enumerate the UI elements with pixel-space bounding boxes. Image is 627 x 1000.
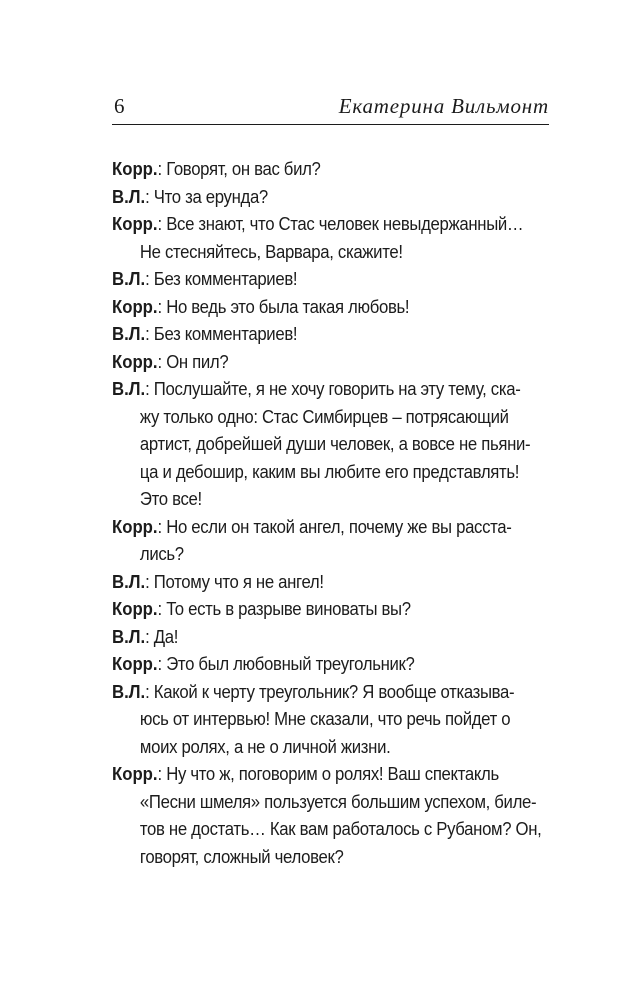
dialogue-line-text: : Но если он такой ангел, почему же вы расста- [157, 516, 512, 537]
dialogue-line-text: артист, добрейшей души человек, а вовсе не пьяни- [139, 434, 531, 454]
dialogue-line-text: : Без комментариев! [145, 269, 298, 289]
dialogue-text [112, 156, 549, 871]
speaker-name: В.Л. [112, 626, 146, 647]
dialogue-line-text: моих ролях, а не о личной жизни. [139, 736, 391, 757]
dialogue-line [112, 239, 549, 267]
speaker-name: В.Л. [112, 379, 146, 399]
dialogue-line [112, 624, 549, 652]
page-number: 6 [114, 94, 125, 118]
dialogue-line-text: : Без комментариев! [145, 324, 298, 344]
dialogue-paragraph [112, 514, 549, 569]
dialogue-paragraph [112, 761, 549, 871]
speaker-name: Корр. [112, 214, 158, 234]
dialogue-line-text: : Говорят, он вас бил? [157, 159, 321, 179]
dialogue-paragraph [112, 266, 549, 294]
dialogue-line [112, 816, 549, 844]
dialogue-line-text: : Что за ерунда? [145, 186, 268, 207]
dialogue-line-text: Это все! [139, 489, 202, 509]
speaker-name: В.Л. [112, 571, 146, 592]
dialogue-line [112, 266, 549, 294]
dialogue-line [112, 789, 549, 817]
dialogue-line-text: юсь от интервью! Мне сказали, что речь пойдет о [139, 709, 511, 729]
speaker-name: В.Л. [112, 269, 146, 289]
dialogue-line [112, 486, 549, 514]
dialogue-paragraph [112, 679, 549, 762]
dialogue-paragraph [112, 596, 549, 624]
speaker-name: Корр. [112, 599, 158, 619]
dialogue-line [112, 431, 549, 459]
dialogue-line-text: : Но ведь это была такая любовь! [157, 296, 410, 317]
dialogue-line-text: Не стесняйтесь, Варвара, скажите! [139, 241, 403, 262]
dialogue-line [112, 156, 549, 184]
dialogue-line-text: : Он пил? [157, 351, 229, 372]
dialogue-paragraph [112, 211, 549, 266]
dialogue-line-text: «Песни шмеля» пользуется большим успехом, биле- [139, 791, 537, 812]
speaker-name: В.Л. [112, 324, 146, 344]
dialogue-line [112, 541, 549, 569]
dialogue-line [112, 349, 549, 377]
speaker-name: Корр. [112, 296, 158, 317]
dialogue-paragraph [112, 156, 549, 184]
speaker-name: Корр. [112, 516, 158, 537]
running-head-author: Екатерина Вильмонт [338, 94, 549, 118]
dialogue-line [112, 679, 549, 707]
speaker-name: Корр. [112, 654, 158, 674]
dialogue-paragraph [112, 294, 549, 322]
dialogue-line [112, 459, 549, 487]
dialogue-line [112, 514, 549, 542]
dialogue-line-text: жу только одно: Стас Симбирцев – потрясающий [139, 406, 509, 427]
page-header [112, 92, 549, 124]
dialogue-line-text: : Ну что ж, поговорим о ролях! Ваш спектакль [157, 764, 499, 784]
speaker-name: Корр. [112, 351, 158, 372]
header-rule [112, 124, 549, 125]
dialogue-line-text: : То есть в разрыве виноваты вы? [157, 599, 411, 619]
dialogue-paragraph [112, 321, 549, 349]
dialogue-line-text: : Какой к черту треугольник? Я вообще отказыва- [145, 681, 515, 702]
dialogue-line-text: лись? [139, 544, 184, 564]
speaker-name: В.Л. [112, 681, 146, 702]
dialogue-line [112, 404, 549, 432]
speaker-name: Корр. [112, 764, 158, 784]
speaker-name: Корр. [112, 159, 158, 179]
dialogue-line-text: : Это был любовный треугольник? [157, 654, 415, 674]
dialogue-line-text: говорят, сложный человек? [139, 846, 344, 867]
dialogue-paragraph [112, 376, 549, 514]
dialogue-paragraph [112, 651, 549, 679]
dialogue-line [112, 184, 549, 212]
dialogue-paragraph [112, 569, 549, 597]
dialogue-line [112, 294, 549, 322]
dialogue-line-text: : Потому что я не ангел! [145, 571, 324, 592]
dialogue-line [112, 844, 549, 872]
dialogue-line-text: : Послушайте, я не хочу говорить на эту тему, ска- [145, 379, 521, 399]
dialogue-line [112, 706, 549, 734]
dialogue-line-text: : Да! [145, 626, 179, 647]
speaker-name: В.Л. [112, 186, 146, 207]
dialogue-paragraph [112, 184, 549, 212]
dialogue-line [112, 596, 549, 624]
dialogue-line [112, 761, 549, 789]
dialogue-paragraph [112, 349, 549, 377]
dialogue-line-text: : Все знают, что Стас человек невыдержанный… [157, 214, 524, 234]
dialogue-line [112, 376, 549, 404]
dialogue-line [112, 321, 549, 349]
dialogue-paragraph [112, 624, 549, 652]
dialogue-line [112, 651, 549, 679]
dialogue-line [112, 211, 549, 239]
dialogue-line [112, 734, 549, 762]
dialogue-line [112, 569, 549, 597]
dialogue-line-text: ца и дебошир, каким вы любите его представлять! [139, 461, 520, 482]
dialogue-line-text: тов не достать… Как вам работалось с Рубаном? Он, [139, 819, 542, 839]
